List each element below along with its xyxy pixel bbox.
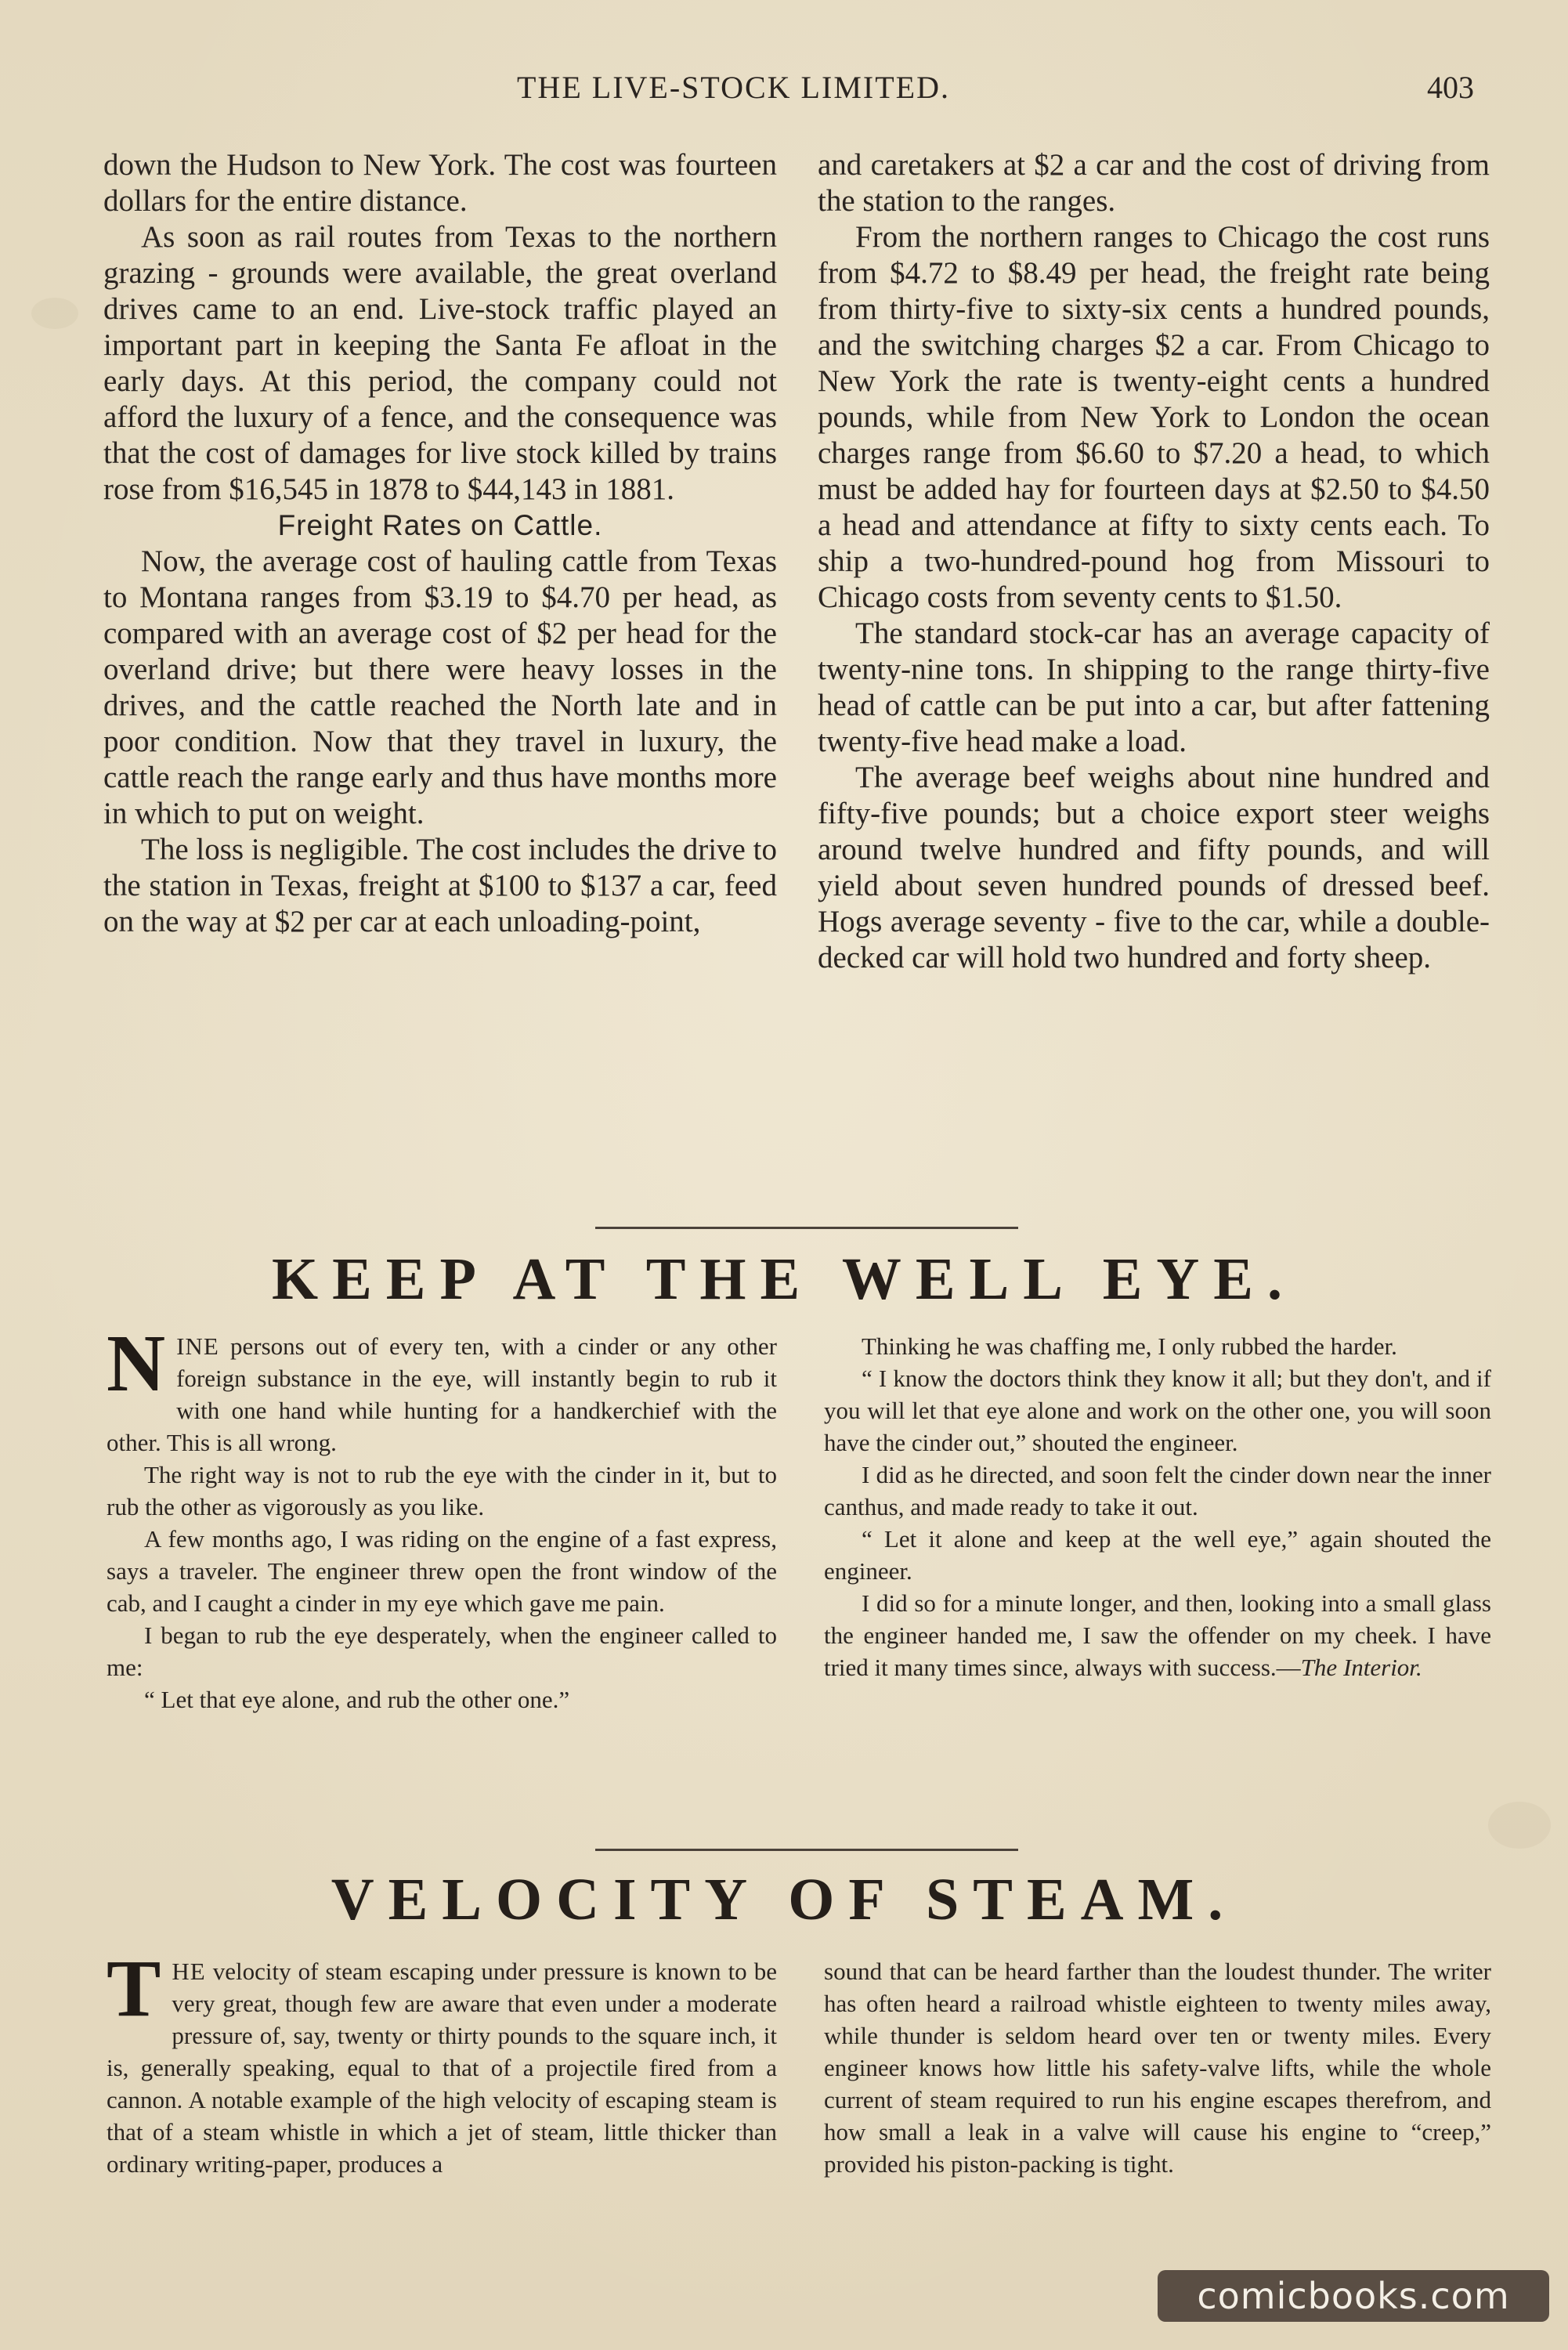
article3-right-column (824, 1955, 1491, 2180)
paragraph: The standard stock-car has an average capacity of twenty-nine tons. In shipping to the range thirty-five head of cattle can be put into a car, but after fattening twenty-five head make a load. (818, 616, 1490, 758)
article-title-velocity-of-steam: VELOCITY OF STEAM. (331, 1867, 1237, 1932)
paper-stain (31, 298, 78, 329)
paragraph-text: persons out of every ten, with a cinder or any other foreign substance in the eye, will instantly begin to rub it with one hand while hunting for a handkerchief with the other. This is all wrong. (107, 1332, 777, 1456)
article1-right-column (818, 147, 1490, 976)
paragraph: and caretakers at $2 a car and the cost of driving from the station to the ranges. (818, 148, 1490, 218)
paragraph (107, 1943, 777, 2180)
drop-cap: N (107, 1318, 166, 1408)
watermark-logo: comicbooks.com (1158, 2270, 1549, 2322)
paragraph: I began to rub the eye desperately, when the engineer called to me: (107, 1622, 777, 1681)
paragraph: The right way is not to rub the eye with the cinder in it, but to rub the other as vigorously as you like. (107, 1461, 777, 1520)
paragraph (824, 1587, 1491, 1683)
paragraph: As soon as rail routes from Texas to the northern grazing - grounds were available, the great overland drives came to an end. Live-stock traffic played an important part in keeping the Santa Fe afloat in the early days. At this period, the company could not afford the luxury of a fence, and the consequence was that the cost of damages for live stock killed by trains rose from $16,545 in 1878 to $44,143 in 1881. (103, 220, 777, 506)
section-subheading: Freight Rates on Cattle. (277, 509, 603, 541)
section-divider (595, 1227, 1018, 1229)
paragraph: “ I know the doctors think they know it all; but they don't, and if you will let that eye alone and work on the other one, you will soon have the cinder out,” shouted the engineer. (824, 1365, 1491, 1456)
paper-stain (1488, 1802, 1551, 1849)
paragraph: Thinking he was chaffing me, I only rubbed the harder. (862, 1332, 1397, 1360)
paragraph-text: I did so for a minute longer, and then, looking into a small glass the engineer handed me, I saw the offender on my cheek. I have tried it many times since, always with success.— (824, 1589, 1491, 1681)
article1-left-column (103, 147, 777, 940)
paragraph: sound that can be heard farther than the loudest thunder. The writer has often heard a railroad whistle eighteen to twenty miles away, while thunder is seldom heard over ten or twenty miles. Every engineer knows how little his safety-valve lifts, while the whole current of steam required to run his engine escapes therefrom, and how small a leak in a valve will cause his engine to “creep,” provided his piston-packing is tight. (824, 1958, 1491, 2178)
drop-cap: T (107, 1943, 161, 2034)
running-head (0, 69, 1568, 108)
paragraph-text: velocity of steam escaping under pressure is known to be very great, though few are aware that even under a moderate pressure of, say, twenty or thirty pounds to the square inch, it is, generally speaking, equal to that of a projectile fired from a cannon. A notable example of the high velocity of escaping steam is that of a steam whistle in which a jet of steam, little thicker than ordinary writing-paper, produces a (107, 1958, 777, 2178)
paragraph: down the Hudson to New York. The cost was fourteen dollars for the entire distance. (103, 148, 777, 218)
paragraph (107, 1318, 777, 1459)
lead-word: HE (172, 1958, 206, 1985)
paragraph: Now, the average cost of hauling cattle from Texas to Montana ranges from $3.19 to $4.70 per head, as compared with an average cost of $2 per head for the overland drive; but there were heavy losses in the drives, and the cattle reached the North late and in poor condition. Now that they travel in luxury, the cattle reach the range early and thus have months more in which to put on weight. (103, 544, 777, 830)
paragraph: I did as he directed, and soon felt the cinder down near the inner canthus, and made ready to take it out. (824, 1461, 1491, 1520)
paragraph: “ Let that eye alone, and rub the other one.” (144, 1686, 570, 1713)
article-title-keep-at-the-well-eye: KEEP AT THE WELL EYE. (272, 1246, 1296, 1312)
article2-right-column (824, 1330, 1491, 1683)
paragraph: A few months ago, I was riding on the engine of a fast express, says a traveler. The engineer threw open the front window of the cab, and I caught a cinder in my eye which gave me pain. (107, 1525, 777, 1617)
source-credit: The Interior. (1300, 1654, 1422, 1681)
section-divider (595, 1849, 1018, 1851)
page-number: 403 (1427, 70, 1474, 105)
article3-left-column (107, 1943, 777, 2180)
lead-word: INE (176, 1332, 219, 1360)
article2-left-column (107, 1318, 777, 1716)
paragraph: The loss is negligible. The cost includes the drive to the station in Texas, freight at $100 to $137 a car, feed on the way at $2 per car at each unloading-point, (103, 833, 777, 938)
paragraph: “ Let it alone and keep at the well eye,” again shouted the engineer. (824, 1525, 1491, 1585)
paragraph: The average beef weighs about nine hundred and fifty-five pounds; but a choice export steer weighs around twelve hundred and fifty pounds, and will yield about seven hundred pounds of dressed beef. Hogs average seventy - five to the car, while a double-decked car will hold two hundred and forty sheep. (818, 761, 1490, 974)
paragraph: From the northern ranges to Chicago the cost runs from $4.72 to $8.49 per head, the freight rate being from thirty-five to sixty-six cents a hundred pounds, and the switching charges $2 a car. From Chicago to New York the rate is twenty-eight cents a hundred pounds, while from New York to London the ocean charges range from $6.60 to $7.20 a head, to which must be added hay for fourteen days at $2.50 to $4.50 a head and attendance at fifty to sixty cents each. To ship a two-hundred-pound hog from Missouri to Chicago costs from seventy cents to $1.50. (818, 220, 1490, 614)
running-title: THE LIVE-STOCK LIMITED. (517, 70, 950, 105)
